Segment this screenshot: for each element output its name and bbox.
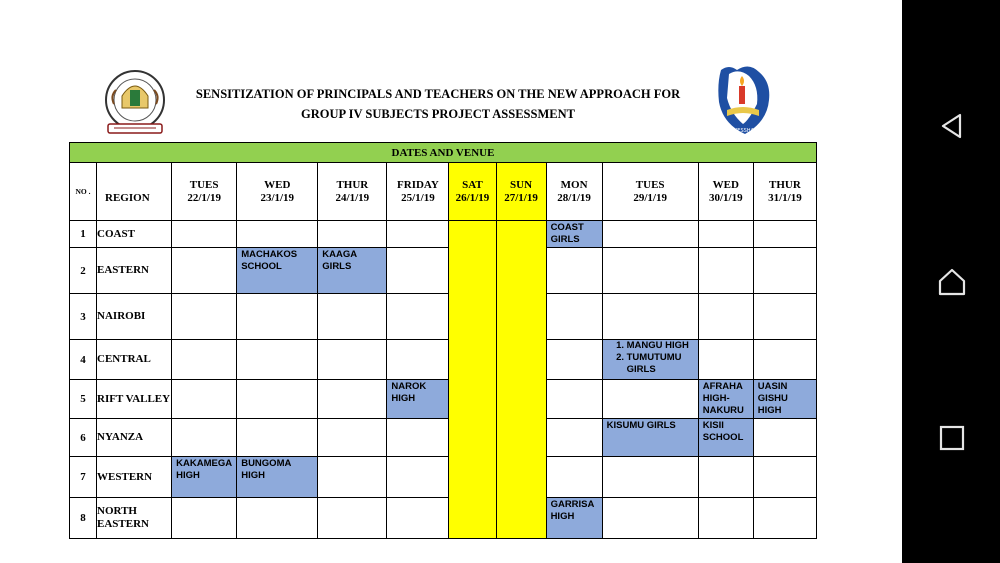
- schedule-cell: [237, 221, 318, 248]
- header-no: NO .: [70, 163, 97, 221]
- header-day-7: [602, 163, 698, 221]
- header-day-5: [496, 163, 546, 221]
- schedule-cell: [237, 457, 318, 498]
- header-day-6: [546, 163, 602, 221]
- table-banner: DATES AND VENUE: [70, 143, 817, 163]
- header-day-4: [449, 163, 496, 221]
- schedule-cell: [387, 380, 449, 419]
- recents-button[interactable]: [932, 418, 972, 458]
- venue-list-item: 1. MANGU HIGH: [627, 340, 698, 352]
- row-number: 7: [70, 457, 97, 498]
- title-line-2: GROUP IV SUBJECTS PROJECT ASSESSMENT: [301, 107, 575, 121]
- header-date-label: 29/1/19: [633, 191, 667, 204]
- back-triangle-icon: [938, 112, 966, 140]
- schedule-cell: [698, 380, 753, 419]
- row-region: EASTERN: [97, 248, 172, 294]
- table-row: [70, 221, 817, 248]
- schedule-cell: [387, 294, 449, 340]
- svg-text:KESSHA: KESSHA: [734, 128, 754, 134]
- row-number: 3: [70, 294, 97, 340]
- schedule-cell: [318, 248, 387, 294]
- header-day-label: THUR: [769, 178, 801, 191]
- schedule-cell: [753, 340, 816, 380]
- schedule-cell: [546, 498, 602, 539]
- row-region: COAST: [97, 221, 172, 248]
- schedule-cell: [753, 380, 816, 419]
- header-day-1: [237, 163, 318, 221]
- venue-label: MACHAKOS SCHOOL: [241, 249, 298, 272]
- page-title: [160, 84, 716, 124]
- venue-list-item: 2. TUMUTUMU GIRLS: [627, 352, 698, 376]
- row-number: 4: [70, 340, 97, 380]
- table-row: [70, 419, 817, 457]
- venue-label: KISUMU GIRLS: [606, 420, 676, 431]
- row-region: RIFT VALLEY: [97, 380, 172, 419]
- row-region: CENTRAL: [97, 340, 172, 380]
- schedule-cell: [387, 457, 449, 498]
- venue-list: [603, 340, 698, 376]
- row-number: 2: [70, 248, 97, 294]
- row-region: NAIROBI: [97, 294, 172, 340]
- header-day-label: WED: [264, 178, 291, 191]
- header-day-2: [318, 163, 387, 221]
- home-icon: [937, 267, 967, 297]
- venue-label: KAKAMEGA HIGH: [176, 458, 232, 481]
- header-day-label: TUES: [635, 178, 665, 191]
- header-date-label: 28/1/19: [557, 191, 591, 204]
- schedule-cell: [602, 221, 698, 248]
- schedule-cell: [602, 498, 698, 539]
- schedule-cell: [172, 380, 237, 419]
- schedule-cell: [172, 294, 237, 340]
- header-region: REGION: [97, 163, 172, 221]
- table-banner-row: [70, 143, 817, 163]
- schedule-cell: [698, 248, 753, 294]
- schedule-cell: [237, 340, 318, 380]
- table-header-row: [70, 163, 817, 221]
- schedule-cell: [753, 248, 816, 294]
- header-day-label: TUES: [189, 178, 219, 191]
- weekend-cell: [449, 221, 496, 539]
- schedule-cell: [698, 419, 753, 457]
- header-date-label: 27/1/19: [504, 191, 538, 204]
- header-day-label: WED: [712, 178, 739, 191]
- schedule-cell: [318, 498, 387, 539]
- schedule-cell: [172, 221, 237, 248]
- schedule-cell: [698, 340, 753, 380]
- schedule-cell: [172, 419, 237, 457]
- venue-label: KAAGA GIRLS: [322, 249, 357, 272]
- row-region: NYANZA: [97, 419, 172, 457]
- schedule-cell: [546, 248, 602, 294]
- schedule-cell: [753, 419, 816, 457]
- schedule-cell: [387, 498, 449, 539]
- header-day-label: FRIDAY: [397, 178, 439, 191]
- schedule-cell: [237, 294, 318, 340]
- schedule-cell: [753, 221, 816, 248]
- header-day-label: SUN: [510, 178, 533, 191]
- venue-label: KISII SCHOOL: [702, 420, 744, 443]
- table-row: [70, 498, 817, 539]
- table-row: [70, 457, 817, 498]
- table-row: [70, 340, 817, 380]
- schedule-cell: [602, 248, 698, 294]
- table-row: [70, 380, 817, 419]
- schedule-cell: [698, 457, 753, 498]
- header-day-0: [172, 163, 237, 221]
- schedule-cell: [318, 380, 387, 419]
- schedule-cell: [172, 248, 237, 294]
- venue-label: COAST GIRLS: [550, 222, 584, 245]
- header-day-label: THUR: [336, 178, 369, 191]
- schedule-cell: [753, 498, 816, 539]
- schedule-cell: [698, 498, 753, 539]
- header-day-9: [753, 163, 816, 221]
- header-day-8: [698, 163, 753, 221]
- schedule-cell: [602, 380, 698, 419]
- schedule-cell: [546, 221, 602, 248]
- header-date-label: 26/1/19: [455, 191, 490, 204]
- schedule-cell: [237, 498, 318, 539]
- row-region: NORTH EASTERN: [97, 498, 172, 539]
- schedule-cell: [546, 419, 602, 457]
- schedule-cell: [172, 457, 237, 498]
- schedule-cell: [546, 457, 602, 498]
- venue-label: GARRISA HIGH: [550, 499, 595, 522]
- header-date-label: 30/1/19: [708, 191, 743, 204]
- schedule-table: [69, 142, 817, 539]
- header-date-label: 24/1/19: [335, 191, 370, 204]
- table-row: [70, 294, 817, 340]
- header-date-label: 25/1/19: [401, 191, 435, 204]
- schedule-cell: [387, 221, 449, 248]
- schedule-cell: [546, 340, 602, 380]
- header-date-label: 23/1/19: [260, 191, 295, 204]
- back-button[interactable]: [932, 106, 972, 146]
- recents-square-icon: [938, 424, 966, 452]
- schedule-cell: [172, 498, 237, 539]
- schedule-cell: [753, 457, 816, 498]
- schedule-cell: [237, 380, 318, 419]
- title-line-1: SENSITIZATION OF PRINCIPALS AND TEACHERS ON THE NEW APPROACH FOR: [195, 87, 681, 101]
- header-day-label: MON: [560, 178, 588, 191]
- schedule-cell: [318, 294, 387, 340]
- schedule-cell: [698, 294, 753, 340]
- schedule-cell: [602, 340, 698, 380]
- schedule-cell: [237, 248, 318, 294]
- row-region: WESTERN: [97, 457, 172, 498]
- weekend-cell: [496, 221, 546, 539]
- schedule-cell: [237, 419, 318, 457]
- venue-label: NAROK HIGH: [391, 381, 427, 404]
- venue-label: BUNGOMA HIGH: [241, 458, 291, 481]
- schedule-cell: [602, 294, 698, 340]
- schedule-cell: [753, 294, 816, 340]
- header-date-label: 22/1/19: [187, 191, 221, 204]
- schedule-cell: [387, 419, 449, 457]
- android-nav-bar: [902, 0, 1000, 563]
- schedule-cell: [602, 457, 698, 498]
- header-day-3: [387, 163, 449, 221]
- schedule-cell: [318, 419, 387, 457]
- venue-label: AFRAHA HIGH-NAKURU: [702, 381, 744, 416]
- row-number: 5: [70, 380, 97, 419]
- schedule-cell: [318, 340, 387, 380]
- schedule-cell: [318, 457, 387, 498]
- schedule-cell: [387, 248, 449, 294]
- row-number: 8: [70, 498, 97, 539]
- row-number: 1: [70, 221, 97, 248]
- row-number: 6: [70, 419, 97, 457]
- schedule-cell: [318, 221, 387, 248]
- table-row: [70, 248, 817, 294]
- venue-label: UASIN GISHU HIGH: [757, 381, 788, 416]
- header-date-label: 31/1/19: [768, 191, 802, 204]
- schedule-cell: [698, 221, 753, 248]
- header-day-label: SAT: [462, 178, 483, 191]
- home-button[interactable]: [932, 262, 972, 302]
- schedule-cell: [602, 419, 698, 457]
- schedule-cell: [172, 340, 237, 380]
- kessha-logo: [709, 60, 779, 140]
- schedule-cell: [546, 380, 602, 419]
- schedule-cell: [546, 294, 602, 340]
- schedule-cell: [387, 340, 449, 380]
